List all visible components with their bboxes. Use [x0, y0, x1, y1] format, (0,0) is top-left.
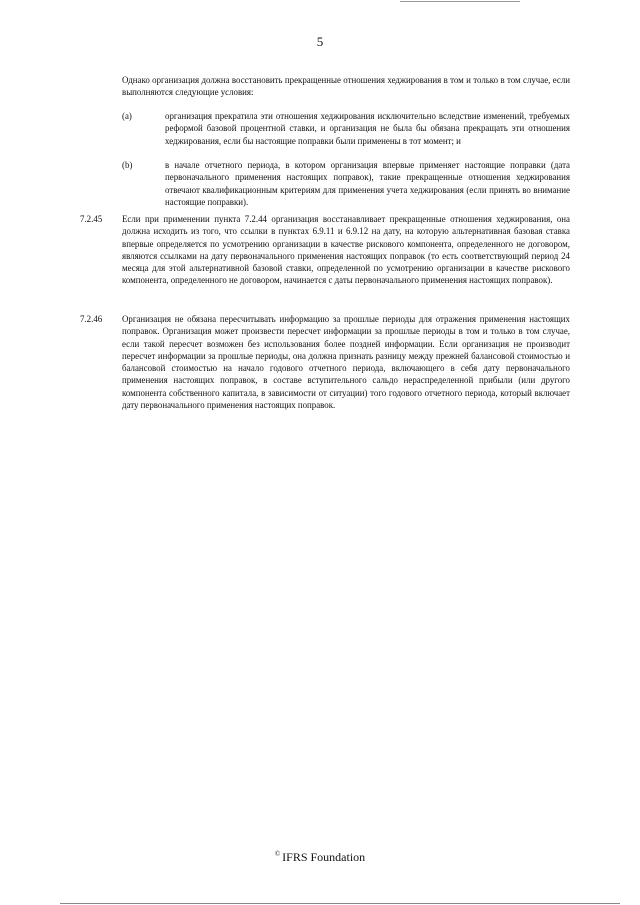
condition-text: организация прекратила эти отношения хеджирования исключительно вследствие изменений, требуемых реформой базовой процентной ставки, и организация не была бы обязана прекращать эти отношения хеджирования, если бы настоящие поправки были применены в тот момент; и	[165, 111, 570, 146]
scan-edge-bottom	[60, 903, 620, 904]
copyright-symbol: ©	[274, 850, 281, 858]
paragraph-text: Организация не обязана пересчитывать информацию за прошлые периоды для отражения применения настоящих поправок. Организация может произвести пересчет информации за прошлые периоды в том и только в том случае, если такой пересчет возможен без использования более поздней информации. Если организация не производит пересчет информации за прошлые периоды, она должна признать разницу между прежней балансовой стоимостью и балансовой стоимостью на начало годового отчетного периода, включающего в себя дату первоначального применения настоящих поправок, в составе вступительного сальдо нераспределенной прибыли (или другого компонента собственного капитала, в зависимости от ситуации) того годового отчетного периода, который включает дату первоначального применения настоящих поправок.	[122, 314, 570, 411]
paragraph-text: Если при применении пункта 7.2.44 организация восстанавливает прекращенные отношения хеджирования, она должна исходить из того, что ссылки в пунктах 6.9.11 и 6.9.12 на дату, на которую альтернативная базовая ставка впервые определяется по усмотрению организации в качестве рискового компонента, определенного не договором, являются ссылками на дату первоначального применения настоящих поправок (то есть соответствующий период 24 месяца для этой альтернативной базовой ставки, определенной по усмотрению организации в качестве рискового компонента, определенного не договором, начинается с даты первоначального применения настоящих поправок).	[122, 214, 570, 286]
footer	[0, 850, 640, 865]
intro-paragraph: Однако организация должна восстановить прекращенные отношения хеджирования в том и только в том случае, если выполняются следующие условия:	[122, 75, 570, 98]
condition-label: (a)	[122, 111, 132, 121]
page-number: 5	[316, 34, 324, 49]
scan-edge-top	[400, 1, 520, 2]
condition-text: в начале отчетного периода, в котором организация впервые применяет настоящие поправки (дата первоначального применения настоящих поправок), такие прекращенные отношения хеджирования отвечают квалификационным критериям для применения учета хеджирования (если принять во внимание настоящие поправки).	[165, 160, 570, 207]
condition-label: (b)	[122, 160, 133, 170]
paragraph-number: 7.2.45	[80, 214, 103, 224]
footer-text: IFRS Foundation	[282, 850, 366, 864]
paragraph-number: 7.2.46	[80, 314, 103, 324]
